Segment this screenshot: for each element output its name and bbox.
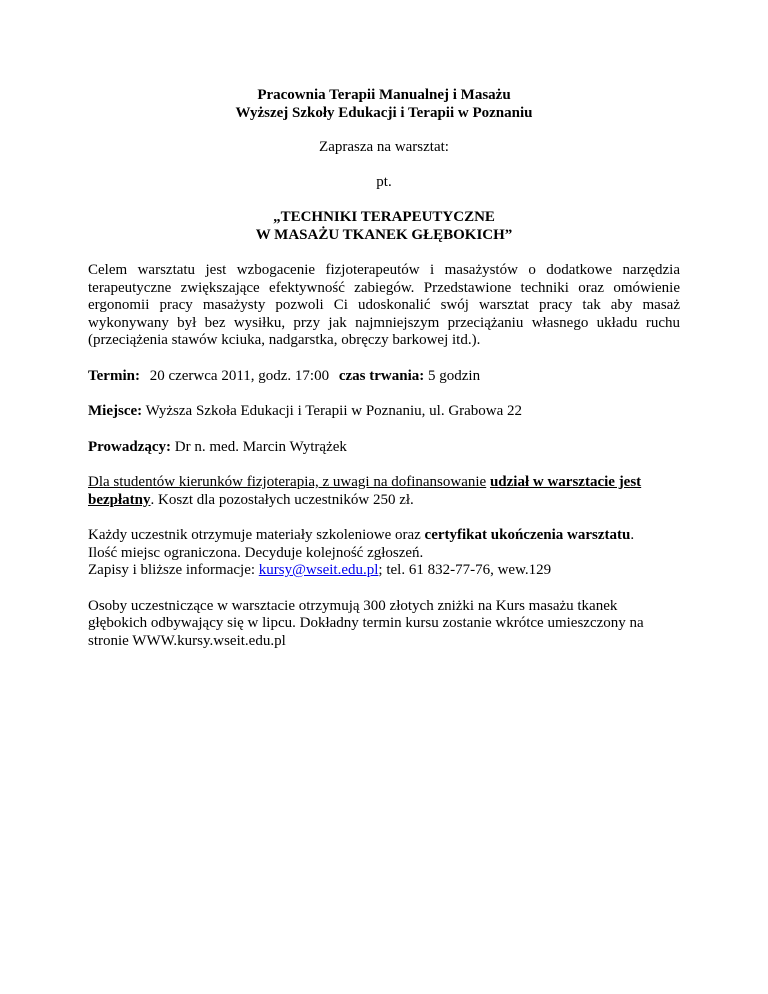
org-line-2: Wyższej Szkoły Edukacji i Terapii w Poznaniu bbox=[235, 105, 533, 121]
certificate-block bbox=[88, 527, 680, 580]
pricing-tail: . Koszt dla pozostałych uczestników 250 zł. bbox=[150, 491, 414, 508]
cert-line bbox=[88, 527, 680, 545]
host-value: Dr n. med. Marcin Wytrążek bbox=[174, 438, 347, 455]
intro-paragraph: Celem warsztatu jest wzbogacenie fizjoterapeutów i masażystów o dodatkowe narzędzia terapeutyczne zwiększające efektywność zabiegów. Przedstawione techniki oraz omówienie ergonomii pracy masażysty pozwoli Ci udoskonalić swój warsztat pracy tak aby masaż wykonywany był bez wysiłku, przy jak najmniejszym przeciążaniu własnego układu ruchu (przeciążenia stawów kciuka, nadgarstka, obręczy barkowej itd.). bbox=[88, 262, 680, 348]
host-line bbox=[88, 439, 680, 457]
pricing-paragraph bbox=[88, 474, 680, 509]
pricing-free: udział w warsztacie jest bezpłatny bbox=[88, 474, 642, 508]
cert-bold: certyfikat ukończenia warsztatu bbox=[424, 527, 631, 543]
workshop-title bbox=[88, 208, 680, 244]
document-page bbox=[88, 86, 680, 650]
org-line-1: Pracownia Terapii Manualnej i Masażu bbox=[257, 87, 511, 103]
place-label: Miejsce: bbox=[88, 403, 143, 419]
termin-line bbox=[88, 368, 680, 386]
invite-text: Zaprasza na warsztat: bbox=[319, 139, 449, 155]
title-line-1: „TECHNIKI TERAPEUTYCZNE bbox=[273, 209, 495, 225]
title-line-2: W MASAŻU TKANEK GŁĘBOKICH” bbox=[255, 227, 513, 243]
cert-lead: Każdy uczestnik otrzymuje materiały szkoleniowe oraz bbox=[88, 527, 421, 543]
email-link[interactable]: kursy@wseit.edu.pl bbox=[258, 562, 379, 578]
discount-paragraph: Osoby uczestniczące w warsztacie otrzymują 300 złotych zniżki na Kurs masażu tkanek głębokich odbywający się w lipcu. Dokładny termin kursu zostanie wkrótce umieszczony na stronie WWW.kursy.wseit.edu.pl bbox=[88, 597, 644, 649]
cert-tail: . bbox=[630, 527, 635, 543]
signup-lead: Zapisy i bliższe informacje: bbox=[88, 562, 256, 578]
limit-line: Ilość miejsc ograniczona. Decyduje kolejność zgłoszeń. bbox=[88, 544, 424, 561]
organization-header bbox=[88, 86, 680, 122]
termin-value: 20 czerwca 2011, godz. 17:00 bbox=[149, 367, 330, 384]
pricing-lead: Dla studentów kierunków fizjoterapia, z uwagi na dofinansowanie bbox=[88, 474, 487, 490]
pt-text: pt. bbox=[376, 173, 392, 190]
host-label: Prowadzący: bbox=[88, 438, 172, 455]
duration-label: czas trwania: bbox=[338, 367, 425, 384]
place-line bbox=[88, 403, 680, 421]
termin-label: Termin: bbox=[88, 367, 140, 384]
signup-tail: ; tel. 61 832-77-76, wew.129 bbox=[378, 562, 552, 578]
signup-line bbox=[88, 562, 680, 580]
place-value: Wyższa Szkoła Edukacji i Terapii w Poznaniu, ul. Grabowa 22 bbox=[145, 403, 523, 419]
duration-value: 5 godzin bbox=[428, 367, 481, 384]
